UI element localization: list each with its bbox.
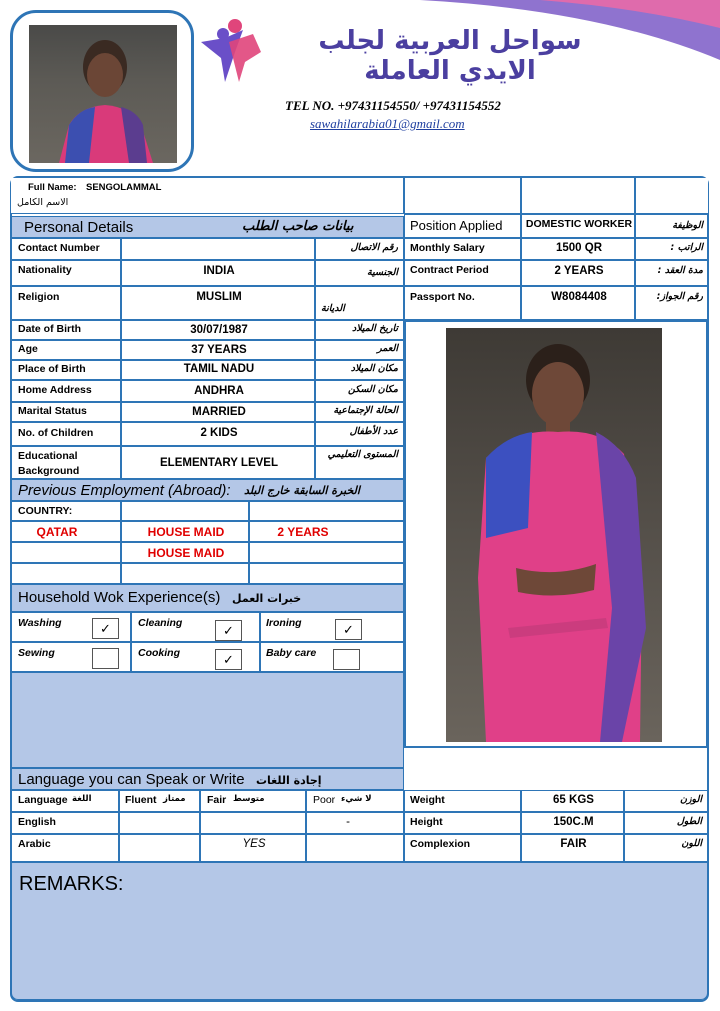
full-name-value: SENGOLAMMAL bbox=[86, 182, 162, 193]
table-row: HOUSE MAID bbox=[121, 521, 249, 542]
employment-blank-cell bbox=[121, 563, 249, 584]
table-row-label: Age bbox=[11, 340, 121, 360]
height-value: 150C.M bbox=[521, 812, 624, 834]
table-row-label: No. of Children bbox=[11, 422, 121, 446]
header-blank-cell bbox=[404, 178, 521, 214]
table-row-label: Home Address bbox=[11, 380, 121, 402]
language-title-arabic: إجادة اللغات bbox=[256, 774, 322, 787]
personal-details-title-arabic: بيانات صاحب الطلب bbox=[242, 219, 354, 234]
personal-details-title: Personal Details bbox=[24, 219, 134, 236]
language-header bbox=[11, 768, 404, 790]
language-col-header: Language اللغة bbox=[11, 790, 119, 812]
table-row bbox=[11, 542, 121, 563]
table-row-arabic: الوزن bbox=[624, 790, 708, 812]
table-row-arabic: رقم الاتصال bbox=[315, 238, 404, 260]
full-name-cell bbox=[11, 178, 404, 214]
table-row: 2 YEARS bbox=[249, 521, 404, 542]
table-cell: - bbox=[306, 812, 404, 834]
company-name-arabic: سواحل العربية لجلب الايدي العاملة bbox=[318, 26, 582, 86]
baby-care-checkbox[interactable] bbox=[333, 649, 360, 670]
table-row-arabic: الجنسية bbox=[315, 260, 404, 286]
employment-blank-cell bbox=[11, 563, 121, 584]
table-row-label: Nationality bbox=[11, 260, 121, 286]
table-row: Arabic bbox=[11, 834, 119, 862]
home-address-value: ANDHRA bbox=[121, 380, 315, 402]
language-title: Language you can Speak or Write bbox=[18, 771, 245, 788]
previous-employment-header bbox=[11, 479, 404, 501]
country-label-cell: COUNTRY: bbox=[11, 501, 121, 521]
skill-cleaning: Cleaning ✓ bbox=[131, 612, 260, 642]
table-row-arabic: اللون bbox=[624, 834, 708, 862]
position-value: DOMESTIC WORKER bbox=[521, 214, 635, 238]
table-row-arabic: تاريخ الميلاد bbox=[315, 320, 404, 340]
place-of-birth-value: TAMIL NADU bbox=[121, 360, 315, 380]
ironing-checkbox[interactable]: ✓ bbox=[335, 619, 362, 640]
table-row-arabic: مدة العقد : bbox=[635, 260, 708, 286]
candidate-thumbnail-frame bbox=[10, 10, 194, 172]
table-row-arabic: العمر bbox=[315, 340, 404, 360]
marital-status-value: MARRIED bbox=[121, 402, 315, 422]
table-row-label: Religion bbox=[11, 286, 121, 320]
complexion-value: FAIR bbox=[521, 834, 624, 862]
nationality-value: INDIA bbox=[121, 260, 315, 286]
email-link[interactable]: sawahilarabia01@gmail.com bbox=[310, 116, 465, 131]
employment-blank-cell bbox=[249, 501, 404, 521]
table-row-arabic: الوظيفة bbox=[635, 214, 708, 238]
table-row-arabic: الطول bbox=[624, 812, 708, 834]
table-row: English bbox=[11, 812, 119, 834]
table-row-arabic: الراتب : bbox=[635, 238, 708, 260]
full-name-label: Full Name: bbox=[28, 182, 77, 193]
table-row-label: Place of Birth bbox=[11, 360, 121, 380]
table-row-arabic: الحالة الإجتماعية bbox=[315, 402, 404, 422]
table-row: QATAR bbox=[11, 521, 121, 542]
candidate-thumbnail-photo bbox=[29, 25, 177, 163]
passport-value: W8084408 bbox=[521, 286, 635, 320]
age-value: 37 YEARS bbox=[121, 340, 315, 360]
table-cell bbox=[119, 834, 200, 862]
contract-value: 2 YEARS bbox=[521, 260, 635, 286]
table-row-label: Contract Period bbox=[404, 260, 521, 286]
contact-number-value bbox=[121, 238, 315, 260]
table-row: HOUSE MAID bbox=[121, 542, 249, 563]
fair-col-header: Fair متوسط bbox=[200, 790, 306, 812]
household-experience-title-arabic: خبرات العمل bbox=[232, 592, 302, 605]
table-row-arabic: مكان السكن bbox=[315, 380, 404, 402]
table-cell bbox=[200, 812, 306, 834]
table-row-label: Educational Background bbox=[11, 446, 121, 479]
table-row-label: Position Applied bbox=[404, 214, 521, 238]
skill-cooking: Cooking ✓ bbox=[131, 642, 260, 672]
household-experience-header bbox=[11, 584, 404, 612]
remarks-title: REMARKS: bbox=[19, 873, 124, 895]
table-row-arabic: عدد الأطفال bbox=[315, 422, 404, 446]
table-row-label: Passport No. bbox=[404, 286, 521, 320]
household-experience-title: Household Wok Experience(s) bbox=[18, 589, 221, 606]
table-cell: YES bbox=[200, 834, 306, 862]
cleaning-checkbox[interactable]: ✓ bbox=[215, 620, 242, 641]
children-value: 2 KIDS bbox=[121, 422, 315, 446]
table-row-arabic: رقم الجواز: bbox=[635, 286, 708, 320]
table-row-label: Contact Number bbox=[11, 238, 121, 260]
washing-checkbox[interactable]: ✓ bbox=[92, 618, 119, 639]
skill-ironing: Ironing ✓ bbox=[260, 612, 404, 642]
skill-washing: Washing ✓ bbox=[11, 612, 131, 642]
table-row-label: Date of Birth bbox=[11, 320, 121, 340]
previous-employment-title: Previous Employment (Abroad): bbox=[18, 482, 231, 499]
table-row-label: Marital Status bbox=[11, 402, 121, 422]
personal-details-header bbox=[11, 216, 404, 238]
table-row bbox=[249, 542, 404, 563]
table-row-label: Monthly Salary bbox=[404, 238, 521, 260]
phone-numbers: TEL NO. +97431154550/ +97431154552 bbox=[285, 98, 501, 113]
header-blank-cell bbox=[635, 178, 708, 214]
table-cell bbox=[119, 812, 200, 834]
table-row-label: Height bbox=[404, 812, 521, 834]
salary-value: 1500 QR bbox=[521, 238, 635, 260]
cooking-checkbox[interactable]: ✓ bbox=[215, 649, 242, 670]
skill-baby-care: Baby care bbox=[260, 642, 404, 672]
table-row-arabic: مكان الميلاد bbox=[315, 360, 404, 380]
candidate-photo bbox=[446, 328, 662, 742]
fluent-col-header: Fluent ممتاز bbox=[119, 790, 200, 812]
skill-sewing: Sewing bbox=[11, 642, 131, 672]
date-of-birth-value: 30/07/1987 bbox=[121, 320, 315, 340]
full-name-arabic-label: الاسم الكامل bbox=[17, 197, 69, 208]
poor-col-header: Poor لا شيء bbox=[306, 790, 404, 812]
weight-value: 65 KGS bbox=[521, 790, 624, 812]
candidate-photo-frame bbox=[404, 320, 708, 748]
table-row-arabic: الديانة bbox=[315, 286, 404, 320]
table-row-label: Weight bbox=[404, 790, 521, 812]
table-row-label: Complexion bbox=[404, 834, 521, 862]
header-blank-cell bbox=[521, 178, 635, 214]
previous-employment-title-arabic: الخبرة السابقة خارج البلد bbox=[244, 484, 360, 497]
remarks-section bbox=[11, 862, 708, 1000]
table-cell bbox=[306, 834, 404, 862]
sewing-checkbox[interactable] bbox=[92, 648, 119, 669]
company-logo-icon bbox=[195, 12, 270, 87]
household-notes-area bbox=[11, 672, 404, 768]
employment-blank-cell bbox=[121, 501, 249, 521]
religion-value: MUSLIM bbox=[121, 286, 315, 320]
education-value: ELEMENTARY LEVEL bbox=[121, 446, 315, 479]
employment-blank-cell bbox=[249, 563, 404, 584]
table-row-arabic: المستوى التعليمي bbox=[315, 446, 404, 479]
